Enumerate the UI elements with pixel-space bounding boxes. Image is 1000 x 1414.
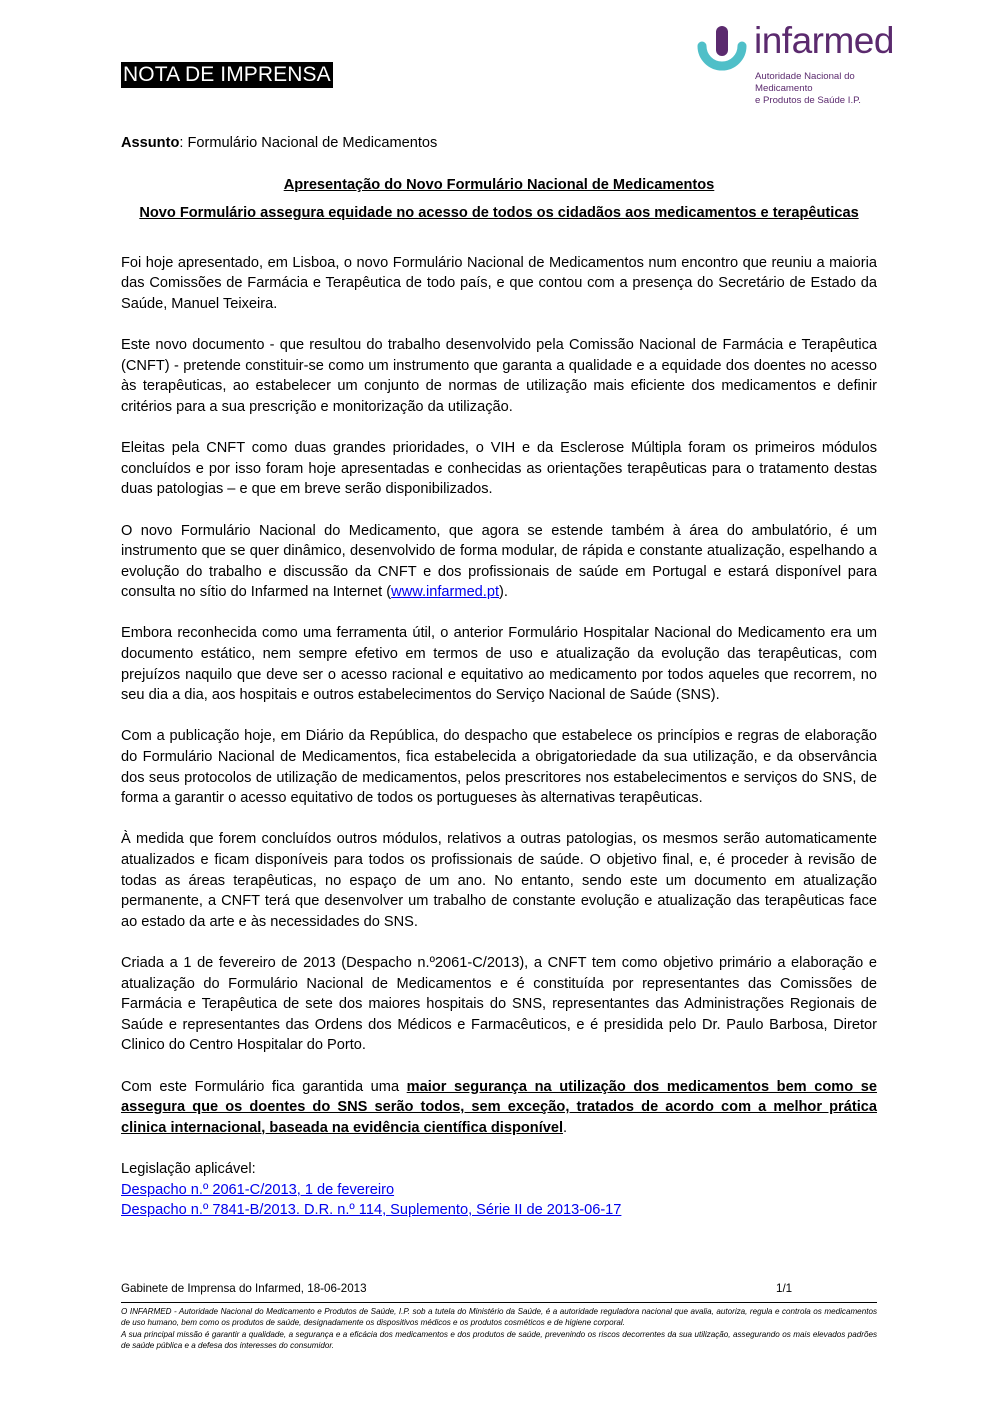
press-release-title: NOTA DE IMPRENSA: [123, 63, 331, 86]
logo-tagline-line-2: e Produtos de Saúde I.P.: [755, 95, 861, 106]
paragraph-9: [121, 1077, 877, 1139]
footer-note-1: O INFARMED - Autoridade Nacional do Medicamento e Produtos de Saúde, I.P. sob a tutela do Ministério da Saúde, é a autoridade reguladora nacional que avalia, autoriza, regula e controla os medicamentos de uso humano, bem como os produtos de saúde, designadamente os dispositivos médicos e os produtos cosméticos e de higiene corporal.: [121, 1307, 877, 1328]
footer-note-2: A sua principal missão é garantir a qualidade, a segurança e a eficácia dos medicamentos e dos produtos de saúde, prevenindo os riscos decorrentes da sua utilização, assegurando os mais elevados padrões de saúde pública e a defesa dos interesses do consumidor.: [121, 1329, 877, 1350]
logo-wordmark: infarmed: [754, 20, 894, 61]
logo-tagline-line-1: Autoridade Nacional do Medicamento: [755, 71, 855, 94]
infarmed-logo-mark-icon: [694, 26, 750, 82]
footer-divider: [121, 1302, 877, 1303]
paragraph-5: Embora reconhecida como uma ferramenta útil, o anterior Formulário Hospitalar Nacional do Medicamento era um documento estático, nem sempre efetivo em termos de uso e atualização da evolução das terapêuticas, com prejuízos naquilo que deve ser o acesso racional e equitativo ao medicamento por todos aqueles que recorrem, no seu dia a dia, aos hospitais e outros estabelecimentos do Serviço Nacional de Saúde (SNS).: [121, 625, 877, 704]
document-subtitle: Novo Formulário assegura equidade no acesso de todos os cidadãos aos medicamentos e terapêuticas: [139, 205, 859, 222]
paragraph-7: À medida que forem concluídos outros módulos, relativos a outras patologias, os mesmos serão automaticamente atualizados e ficam disponíveis para todos os profissionais de saúde. O objetivo final, e, é proceder à revisão de todas as áreas terapêuticas, no espaço de um ano. No entanto, sendo este um documento em atualização permanente, a CNFT terá que desenvolver um trabalho de constante evolução e atualização das terapêuticas face ao estado da arte e às necessidades do SNS.: [121, 831, 877, 930]
subject-label: Assunto: [121, 135, 180, 151]
paragraph-2: Este novo documento - que resultou do trabalho desenvolvido pela Comissão Nacional de Farmácia e Terapêutica (CNFT) - pretende constituir-se como um instrumento que garanta a qualidade e a equidade dos doentes no acesso às terapêuticas, ao estabelecer um conjunto de normas de utilização mais eficiente dos medicamentos e definir critérios para a sua prescrição e monitorização da utilização.: [121, 337, 877, 415]
subject-text: : Formulário Nacional de Medicamentos: [179, 135, 438, 151]
legislation-label: Legislação aplicável:: [121, 1160, 256, 1177]
infarmed-website-link[interactable]: www.infarmed.pt: [391, 584, 500, 601]
paragraph-4: [121, 521, 877, 603]
footer-disclaimer: [121, 1306, 877, 1351]
legislation-section: [121, 1159, 877, 1221]
footer-row: [121, 1281, 877, 1297]
paragraph-1: Foi hoje apresentado, em Lisboa, o novo Formulário Nacional de Medicamentos num encontro que reuniu a maioria das Comissões de Farmácia e Terapêutica de todo país, e que contou com a presença do Secretário de Estado da Saúde, Manuel Teixeira.: [121, 254, 877, 312]
paragraph-4-end: ).: [499, 584, 508, 601]
document-body: [121, 133, 877, 1221]
document-title: Apresentação do Novo Formulário Nacional de Medicamentos: [283, 176, 715, 193]
logo-tagline: [755, 71, 914, 107]
paragraph-6: Com a publicação hoje, em Diário da República, do despacho que estabelece os princípios e regras de elaboração do Formulário Nacional de Medicamentos, fica estabelecida a obrigatoriedade da sua utilização, e da observância dos seus protocolos de utilização de medicamentos, pelos prescritores nos estabelecimentos e serviços do SNS, de forma a garantir o acesso equitativo de todos os portugueses às alternativas terapêuticas.: [121, 728, 877, 807]
paragraph-9-emphasis: maior segurança na utilização dos medicamentos bem como se assegura que os doentes do SNS serão todos, sem exceção, tratados de acordo com a melhor prática clinica internacional, baseada na evidência científica disponível: [121, 1078, 878, 1136]
paragraph-3: Eleitas pela CNFT como duas grandes prioridades, o VIH e da Esclerose Múltipla foram os primeiros módulos concluídos e por isso foram hoje apresentadas e conhecidas as orientações terapêuticas para o tratamento destas duas patologias – e que em breve serão disponibilizados.: [121, 440, 877, 498]
legislation-link-1[interactable]: Despacho n.º 2061-C/2013, 1 de fevereiro: [121, 1181, 395, 1198]
paragraph-4-text: O novo Formulário Nacional do Medicamento, que agora se estende também à área do ambulatório, é um instrumento que se quer dinâmico, desenvolvido de forma modular, de rápida e constante atualização, espelhando a evolução do trabalho e discussão da CNFT e dos profissionais de saúde em Portugal e estará disponível para consulta no sítio do Infarmed na Internet (: [121, 522, 877, 601]
subject-line: [121, 133, 877, 154]
paragraph-9-end: .: [563, 1119, 568, 1136]
paragraph-8: Criada a 1 de fevereiro de 2013 (Despacho n.º2061-C/2013), a CNFT tem como objetivo primário a elaboração e atualização do Formulário Nacional de Medicamentos e é constituída por representantes das Comissões de Farmácia e Terapêutica de sete dos maiores hospitais do SNS, representantes das Administrações Regionais de Saúde e representantes das Ordens dos Médicos e Farmacêuticos, e é presidida pelo Dr. Paulo Barbosa, Diretor Clinico do Centro Hospitalar do Porto.: [121, 954, 877, 1054]
legislation-link-2[interactable]: Despacho n.º 7841-B/2013. D.R. n.º 114, Suplemento, Série II de 2013-06-17: [121, 1202, 622, 1219]
paragraph-9-text: Com este Formulário fica garantida uma: [121, 1078, 407, 1095]
infarmed-logo: [694, 20, 914, 106]
page-number: 1/1: [776, 1282, 793, 1295]
footer-office: Gabinete de Imprensa do Infarmed, 18-06-2013: [121, 1282, 367, 1295]
